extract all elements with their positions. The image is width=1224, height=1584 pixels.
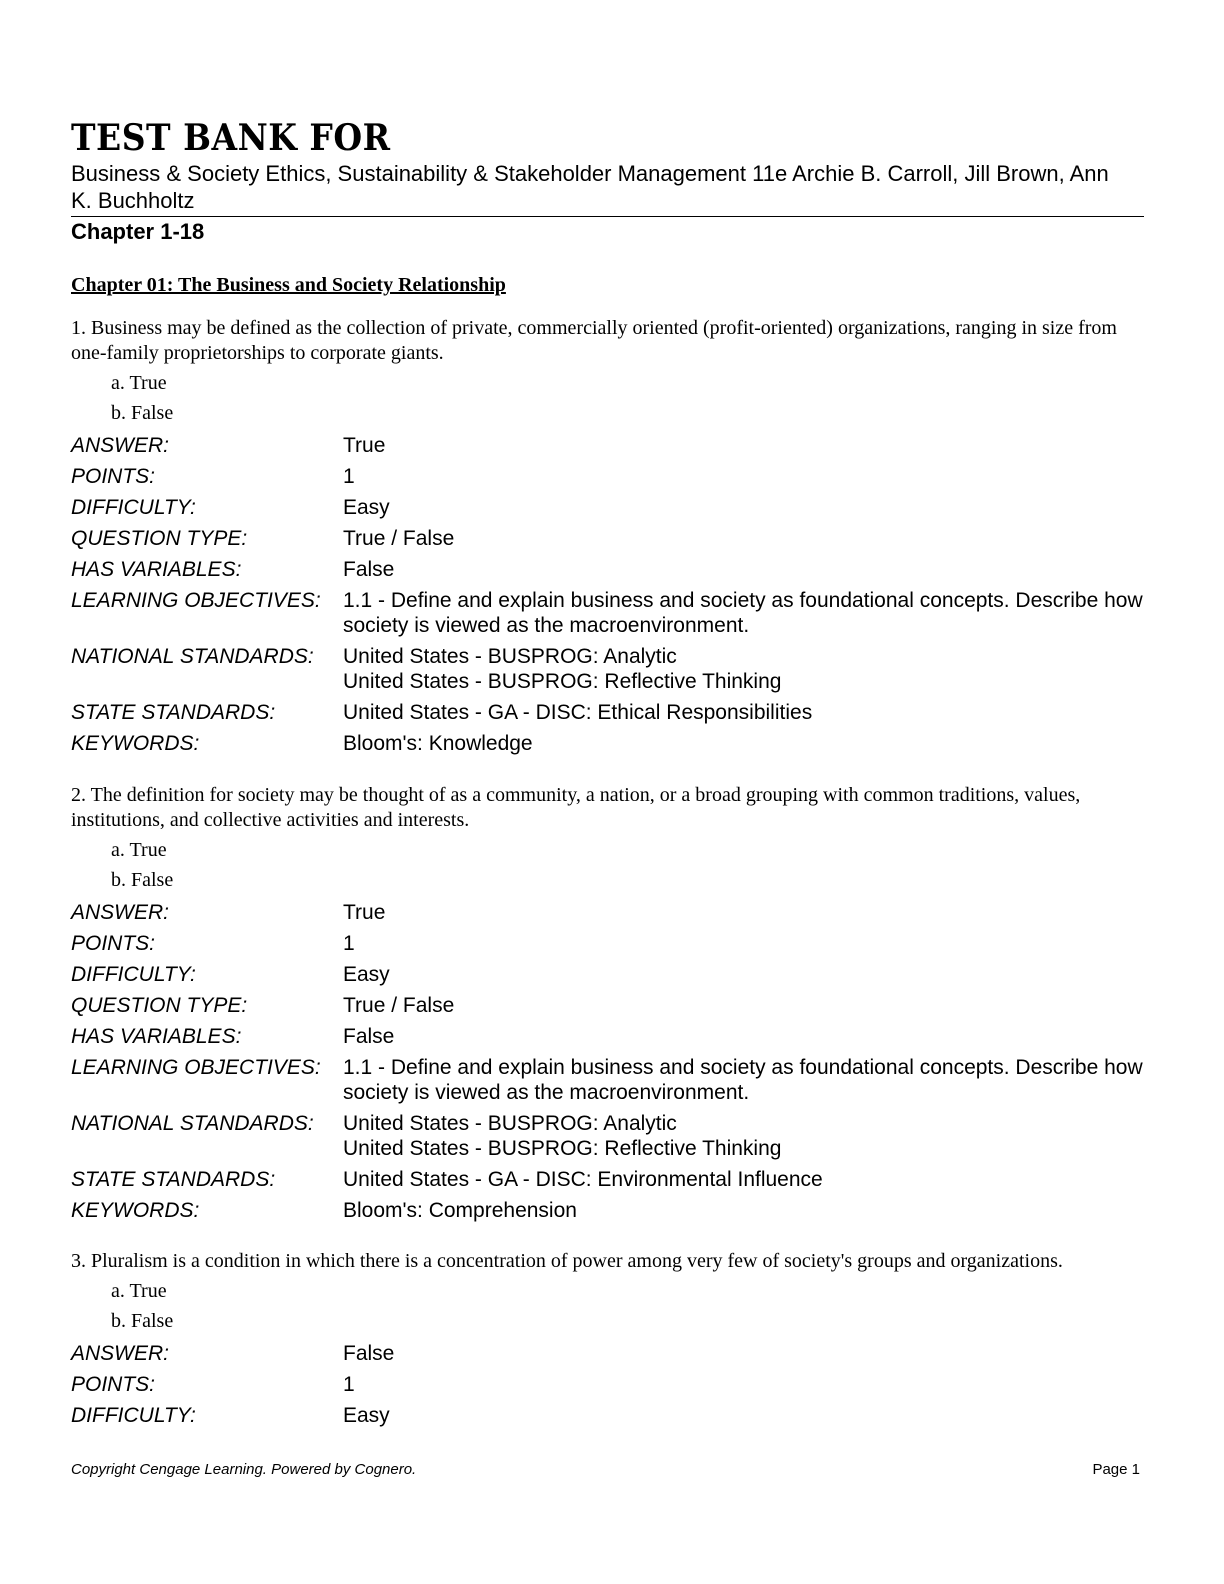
- difficulty-row: [71, 1400, 1144, 1431]
- difficulty-value: Easy: [343, 1404, 390, 1427]
- copyright-footer: Copyright Cengage Learning. Powered by Cognero.: [71, 1461, 417, 1478]
- difficulty-label: DIFFICULTY:: [71, 1404, 196, 1427]
- question-metadata: [71, 1338, 1144, 1431]
- national-standards-value: [343, 1111, 1144, 1161]
- has-variables-label: HAS VARIABLES:: [71, 1025, 242, 1048]
- difficulty-label: DIFFICULTY:: [71, 963, 196, 986]
- book-title: Business & Society Ethics, Sustainability & Stakeholder Management 11e Archie B. Carroll, Jill Brown, Ann K. Buchholtz: [71, 161, 1109, 213]
- answer-row: [71, 1338, 1144, 1369]
- keywords-row: [71, 1195, 1144, 1226]
- has-variables-value: False: [343, 1025, 395, 1048]
- option-false: b. False: [111, 869, 174, 891]
- keywords-label: KEYWORDS:: [71, 1199, 200, 1222]
- points-value: 1: [343, 932, 355, 955]
- question-type-label: QUESTION TYPE:: [71, 994, 248, 1017]
- state-standards-label: STATE STANDARDS:: [71, 701, 276, 724]
- question-1: [71, 316, 1144, 759]
- answer-label: ANSWER:: [71, 901, 170, 924]
- national-standards-label: NATIONAL STANDARDS:: [71, 645, 314, 668]
- header-divider: [71, 216, 1144, 217]
- question-type-value: True / False: [343, 527, 455, 550]
- has-variables-value: False: [343, 558, 395, 581]
- question-type-row: [71, 523, 1144, 554]
- question-stem: 1. Business may be defined as the collection of private, commercially oriented (profit-oriented) organizations, ranging in size from one-family proprietorships to corporate giants.: [71, 317, 1117, 364]
- state-standards-label: STATE STANDARDS:: [71, 1168, 276, 1191]
- points-label: POINTS:: [71, 932, 156, 955]
- option-true: a. True: [111, 1280, 167, 1302]
- option-true: a. True: [111, 372, 167, 394]
- points-row: [71, 461, 1144, 492]
- answer-options: [111, 835, 1144, 895]
- learning-objectives-value: 1.1 - Define and explain business and society as foundational concepts. Describe how society is viewed as the macroenvironment.: [343, 1056, 1143, 1104]
- national-standards-row: [71, 641, 1144, 697]
- question-type-label: QUESTION TYPE:: [71, 527, 248, 550]
- keywords-value: Bloom's: Knowledge: [343, 732, 533, 755]
- answer-options: [111, 368, 1144, 428]
- chapter-heading: Chapter 01: The Business and Society Relationship: [71, 274, 506, 296]
- difficulty-row: [71, 492, 1144, 523]
- answer-row: [71, 430, 1144, 461]
- difficulty-label: DIFFICULTY:: [71, 496, 196, 519]
- page-number: Page 1: [1092, 1461, 1140, 1478]
- question-metadata: [71, 430, 1144, 759]
- points-label: POINTS:: [71, 1373, 156, 1396]
- question-type-value: True / False: [343, 994, 455, 1017]
- question-stem: 3. Pluralism is a condition in which there is a concentration of power among very few of society's groups and organizations.: [71, 1250, 1063, 1272]
- has-variables-row: [71, 554, 1144, 585]
- difficulty-value: Easy: [343, 963, 390, 986]
- option-false: b. False: [111, 402, 174, 424]
- keywords-value: Bloom's: Comprehension: [343, 1199, 577, 1222]
- difficulty-row: [71, 959, 1144, 990]
- answer-label: ANSWER:: [71, 434, 170, 457]
- option-true: a. True: [111, 839, 167, 861]
- points-value: 1: [343, 1373, 355, 1396]
- answer-label: ANSWER:: [71, 1342, 170, 1365]
- national-standard-item: United States - BUSPROG: Reflective Thinking: [343, 1137, 782, 1160]
- option-false: b. False: [111, 1310, 174, 1332]
- answer-options: [111, 1276, 1144, 1336]
- answer-value: True: [343, 434, 386, 457]
- question-3: [71, 1249, 1144, 1431]
- points-row: [71, 928, 1144, 959]
- answer-row: [71, 897, 1144, 928]
- points-row: [71, 1369, 1144, 1400]
- learning-objectives-label: LEARNING OBJECTIVES:: [71, 589, 321, 612]
- points-label: POINTS:: [71, 465, 156, 488]
- national-standard-item: United States - BUSPROG: Analytic: [343, 645, 677, 668]
- national-standards-value: [343, 644, 1144, 694]
- learning-objectives-row: [71, 1052, 1144, 1108]
- national-standard-item: United States - BUSPROG: Reflective Thinking: [343, 670, 782, 693]
- has-variables-label: HAS VARIABLES:: [71, 558, 242, 581]
- state-standards-value: United States - GA - DISC: Environmental Influence: [343, 1168, 823, 1191]
- keywords-row: [71, 728, 1144, 759]
- state-standards-row: [71, 1164, 1144, 1195]
- answer-value: False: [343, 1342, 395, 1365]
- has-variables-row: [71, 1021, 1144, 1052]
- question-2: [71, 783, 1144, 1226]
- answer-value: True: [343, 901, 386, 924]
- question-stem: 2. The definition for society may be thought of as a community, a nation, or a broad grouping with common traditions, values, institutions, and collective activities and interests.: [71, 784, 1081, 831]
- learning-objectives-row: [71, 585, 1144, 641]
- national-standards-label: NATIONAL STANDARDS:: [71, 1112, 314, 1135]
- national-standard-item: United States - BUSPROG: Analytic: [343, 1112, 677, 1135]
- chapter-range: Chapter 1-18: [71, 219, 205, 244]
- question-metadata: [71, 897, 1144, 1226]
- question-type-row: [71, 990, 1144, 1021]
- keywords-label: KEYWORDS:: [71, 732, 200, 755]
- points-value: 1: [343, 465, 355, 488]
- learning-objectives-value: 1.1 - Define and explain business and society as foundational concepts. Describe how society is viewed as the macroenvironment.: [343, 589, 1143, 637]
- difficulty-value: Easy: [343, 496, 390, 519]
- learning-objectives-label: LEARNING OBJECTIVES:: [71, 1056, 321, 1079]
- test-bank-title: TEST BANK FOR: [71, 116, 391, 159]
- state-standards-row: [71, 697, 1144, 728]
- national-standards-row: [71, 1108, 1144, 1164]
- state-standards-value: United States - GA - DISC: Ethical Responsibilities: [343, 701, 813, 724]
